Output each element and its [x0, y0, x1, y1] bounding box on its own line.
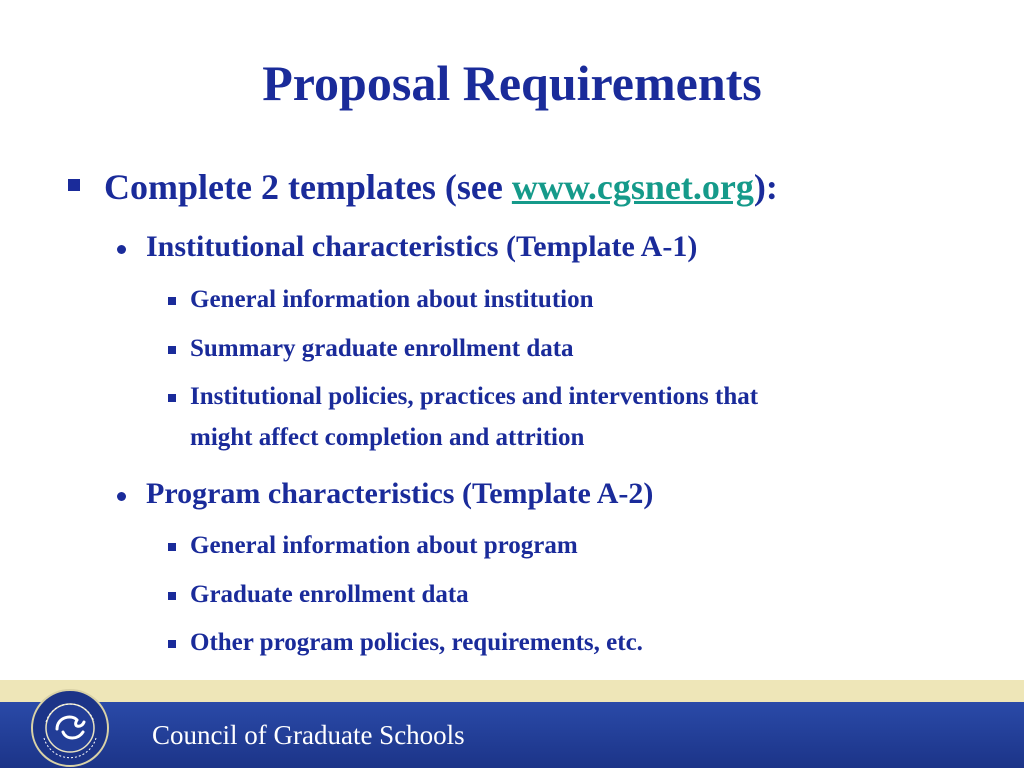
bullet-institutional: Institutional characteristics (Template A-1): [146, 230, 698, 263]
square-bullet-icon: [168, 543, 176, 551]
square-bullet-icon: [168, 394, 176, 402]
list-item: Institutional policies, practices and interventions that: [190, 383, 759, 410]
list-item: General information about institution: [190, 286, 594, 313]
footer: [0, 680, 1024, 768]
round-bullet-icon: [117, 492, 126, 501]
list-item: Graduate enrollment data: [190, 581, 469, 608]
round-bullet-icon: [117, 245, 126, 254]
bullet-complete-templates: [104, 166, 778, 208]
square-bullet-icon: [168, 592, 176, 600]
bullet-text-suffix: ):: [753, 167, 778, 207]
square-bullet-icon: [168, 297, 176, 305]
footer-band: [0, 680, 1024, 702]
cgs-seal-icon: [22, 684, 118, 768]
bullet-program: Program characteristics (Template A-2): [146, 477, 654, 510]
list-item-continuation: might affect completion and attrition: [190, 424, 585, 451]
square-bullet-icon: [168, 640, 176, 648]
slide-title: Proposal Requirements: [262, 55, 762, 111]
square-bullet-icon: [68, 179, 80, 191]
bullet-text: Complete 2 templates (see: [104, 167, 512, 207]
square-bullet-icon: [168, 346, 176, 354]
organization-name: Council of Graduate Schools: [152, 720, 465, 750]
cgs-logo: [22, 684, 118, 768]
list-item: Other program policies, requirements, etc.: [190, 629, 643, 656]
list-item: Summary graduate enrollment data: [190, 335, 574, 362]
list-item: General information about program: [190, 532, 578, 559]
cgsnet-link[interactable]: www.cgsnet.org: [511, 167, 754, 207]
